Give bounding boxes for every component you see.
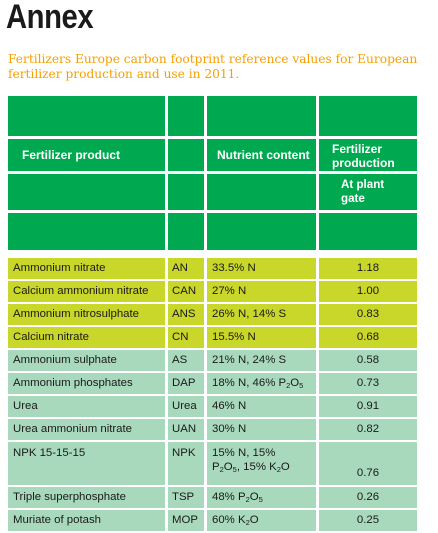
header-blank-cell: [207, 96, 316, 136]
column-header-product: Fertilizer product: [8, 139, 165, 171]
table-row-mop-nutrient: 60% $K_2O$: [207, 510, 316, 531]
table-row-npk-abbr: NPK: [168, 442, 204, 485]
table-row-uan-abbr: UAN: [168, 419, 204, 440]
table-row-can-abbr: CAN: [168, 281, 204, 302]
table-row-uan-nutrient: 30% N: [207, 419, 316, 440]
table-row-cn-abbr: CN: [168, 327, 204, 348]
table-row-an-abbr: AN: [168, 258, 204, 279]
table-row-cn-value: 0.68: [319, 327, 417, 348]
header-blank-cell: [319, 213, 417, 250]
caption-line-2: fertilizer production and use in 2011.: [8, 67, 240, 81]
table-row-as-product: Ammonium sulphate: [8, 350, 165, 371]
table-row-ans-value: 0.83: [319, 304, 417, 325]
table-row-can-value: 1.00: [319, 281, 417, 302]
header-blank-cell: [207, 174, 316, 210]
header-blank-cell: [207, 213, 316, 250]
table-row-npk-value: 0.76: [319, 442, 417, 485]
header-blank-cell: [8, 174, 165, 210]
table-row-ans-abbr: ANS: [168, 304, 204, 325]
page-title: Annex: [6, 0, 94, 36]
column-header-production: [319, 139, 417, 171]
table-row-as-nutrient: 21% N, 24% S: [207, 350, 316, 371]
column-header-production-line1: Fertilizer: [332, 142, 383, 156]
table-row-urea-product: Urea: [8, 396, 165, 417]
header-blank-cell: [168, 174, 204, 210]
table-row-ans-product: Ammonium nitrosulphate: [8, 304, 165, 325]
table-row-mop-product: Muriate of potash: [8, 510, 165, 531]
at-plant-line2: gate: [341, 192, 365, 205]
table-row-dap-abbr: DAP: [168, 373, 204, 394]
table-row-uan-value: 0.82: [319, 419, 417, 440]
header-blank-cell: [8, 96, 165, 136]
table-row-tsp-abbr: TSP: [168, 487, 204, 508]
table-row-uan-product: Urea ammonium nitrate: [8, 419, 165, 440]
table-row-urea-value: 0.91: [319, 396, 417, 417]
table-row-dap-nutrient: 18% N, 46% $P_2O_5$: [207, 373, 316, 394]
table-row-tsp-product: Triple superphosphate: [8, 487, 165, 508]
table-row-dap-product: Ammonium phosphates: [8, 373, 165, 394]
column-header-nutrient: Nutrient content: [207, 139, 316, 171]
table-row-dap-value: 0.73: [319, 373, 417, 394]
header-blank-cell: [319, 96, 417, 136]
column-header-at-plant-gate: [319, 174, 417, 210]
header-blank-cell: [168, 139, 204, 171]
header-blank-cell: [8, 213, 165, 250]
table-row-mop-value: 0.25: [319, 510, 417, 531]
caption-line-1: Fertilizers Europe carbon footprint reference values for European: [8, 52, 418, 66]
table-row-an-value: 1.18: [319, 258, 417, 279]
table-row-urea-abbr: Urea: [168, 396, 204, 417]
table-row-npk-nutrient: 15% N, 15% $P_2O_5$, 15% $K_2O$: [207, 442, 316, 485]
table-row-tsp-value: 0.26: [319, 487, 417, 508]
table-caption: [8, 52, 438, 82]
header-blank-cell: [168, 96, 204, 136]
table-row-as-abbr: AS: [168, 350, 204, 371]
carbon-footprint-table: [8, 96, 417, 527]
table-row-can-nutrient: 27% N: [207, 281, 316, 302]
table-row-urea-nutrient: 46% N: [207, 396, 316, 417]
table-row-npk-product: NPK 15-15-15: [8, 442, 165, 485]
table-row-an-product: Ammonium nitrate: [8, 258, 165, 279]
table-row-ans-nutrient: 26% N, 14% S: [207, 304, 316, 325]
column-header-production-line2: production: [332, 156, 395, 170]
table-row-tsp-nutrient: 48% $P_2O_5$: [207, 487, 316, 508]
table-row-can-product: Calcium ammonium nitrate: [8, 281, 165, 302]
table-row-mop-abbr: MOP: [168, 510, 204, 531]
at-plant-line1: At plant: [341, 178, 385, 191]
table-row-an-nutrient: 33.5% N: [207, 258, 316, 279]
table-row-cn-product: Calcium nitrate: [8, 327, 165, 348]
header-blank-cell: [168, 213, 204, 250]
table-row-cn-nutrient: 15.5% N: [207, 327, 316, 348]
table-row-as-value: 0.58: [319, 350, 417, 371]
